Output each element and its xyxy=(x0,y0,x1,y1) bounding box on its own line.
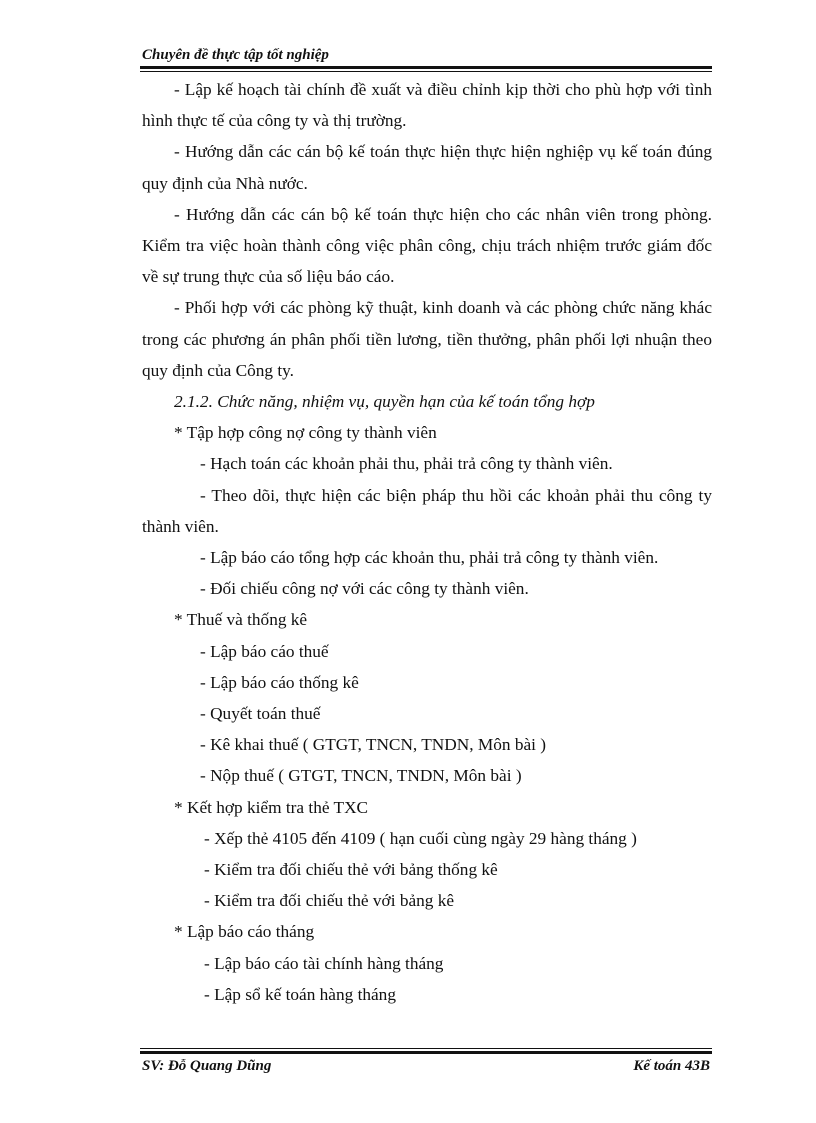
list-item: - Lập báo cáo thống kê xyxy=(200,672,359,692)
list-item: - Lập báo cáo tổng hợp các khoản thu, phải trả công ty thành viên. xyxy=(200,548,659,568)
header-rule-thick xyxy=(140,66,712,69)
header-title: Chuyên đề thực tập tốt nghiệp xyxy=(142,47,329,63)
list-item: - Hạch toán các khoản phải thu, phải trả công ty thành viên. xyxy=(200,454,613,474)
list-item: - Kiểm tra đối chiếu thẻ với bảng thống kê xyxy=(204,860,498,880)
group-title: * Kết hợp kiểm tra thẻ TXC xyxy=(174,797,369,817)
paragraph: - Phối hợp với các phòng kỹ thuật, kinh doanh và các phòng chức năng khác trong các phương án phân phối tiền lương, tiền thưởng, phân phối lợi nhuận theo quy định của Công ty. xyxy=(142,298,712,380)
list-item: - Xếp thẻ 4105 đến 4109 ( hạn cuối cùng ngày 29 hàng tháng ) xyxy=(204,828,637,848)
list-item: - Theo dõi, thực hiện các biện pháp thu hồi các khoản phải thu công ty thành viên. xyxy=(142,485,712,536)
footer-rule-thin xyxy=(140,1048,712,1049)
list-item: - Đối chiếu công nợ với các công ty thành viên. xyxy=(200,579,529,599)
list-item: - Lập báo cáo tài chính hàng tháng xyxy=(204,953,444,973)
paragraph: - Hướng dẫn các cán bộ kế toán thực hiện thực hiện nghiệp vụ kế toán đúng quy định của Nhà nước. xyxy=(142,142,712,193)
page-body xyxy=(142,74,712,1010)
list-item: - Nộp thuế ( GTGT, TNCN, TNDN, Môn bài ) xyxy=(200,766,522,786)
list-item: - Lập sổ kế toán hàng tháng xyxy=(204,984,396,1004)
paragraph: - Lập kế hoạch tài chính đề xuất và điều chỉnh kịp thời cho phù hợp với tình hình thực tế của công ty và thị trường. xyxy=(142,80,712,131)
section-heading: 2.1.2. Chức năng, nhiệm vụ, quyền hạn của kế toán tổng hợp xyxy=(174,392,595,412)
list-item: - Quyết toán thuế xyxy=(200,704,321,724)
footer-author: SV: Đỗ Quang Dũng xyxy=(142,1058,272,1074)
group-title: * Lập báo cáo tháng xyxy=(174,922,315,942)
group-title: * Tập hợp công nợ công ty thành viên xyxy=(174,423,437,443)
group-title: * Thuế và thống kê xyxy=(174,610,308,630)
header-rule-thin xyxy=(140,71,712,72)
footer-class: Kế toán 43B xyxy=(633,1058,710,1074)
footer-rule-thick xyxy=(140,1051,712,1054)
list-item: - Kê khai thuế ( GTGT, TNCN, TNDN, Môn bài ) xyxy=(200,735,547,755)
list-item: - Kiểm tra đối chiếu thẻ với bảng kê xyxy=(204,891,455,911)
paragraph: - Hướng dẫn các cán bộ kế toán thực hiện cho các nhân viên trong phòng. Kiểm tra việc hoàn thành công việc phân công, chịu trách nhiệm trước giám đốc về sự trung thực của số liệu báo cáo. xyxy=(142,204,712,287)
list-item: - Lập báo cáo thuế xyxy=(200,641,329,661)
